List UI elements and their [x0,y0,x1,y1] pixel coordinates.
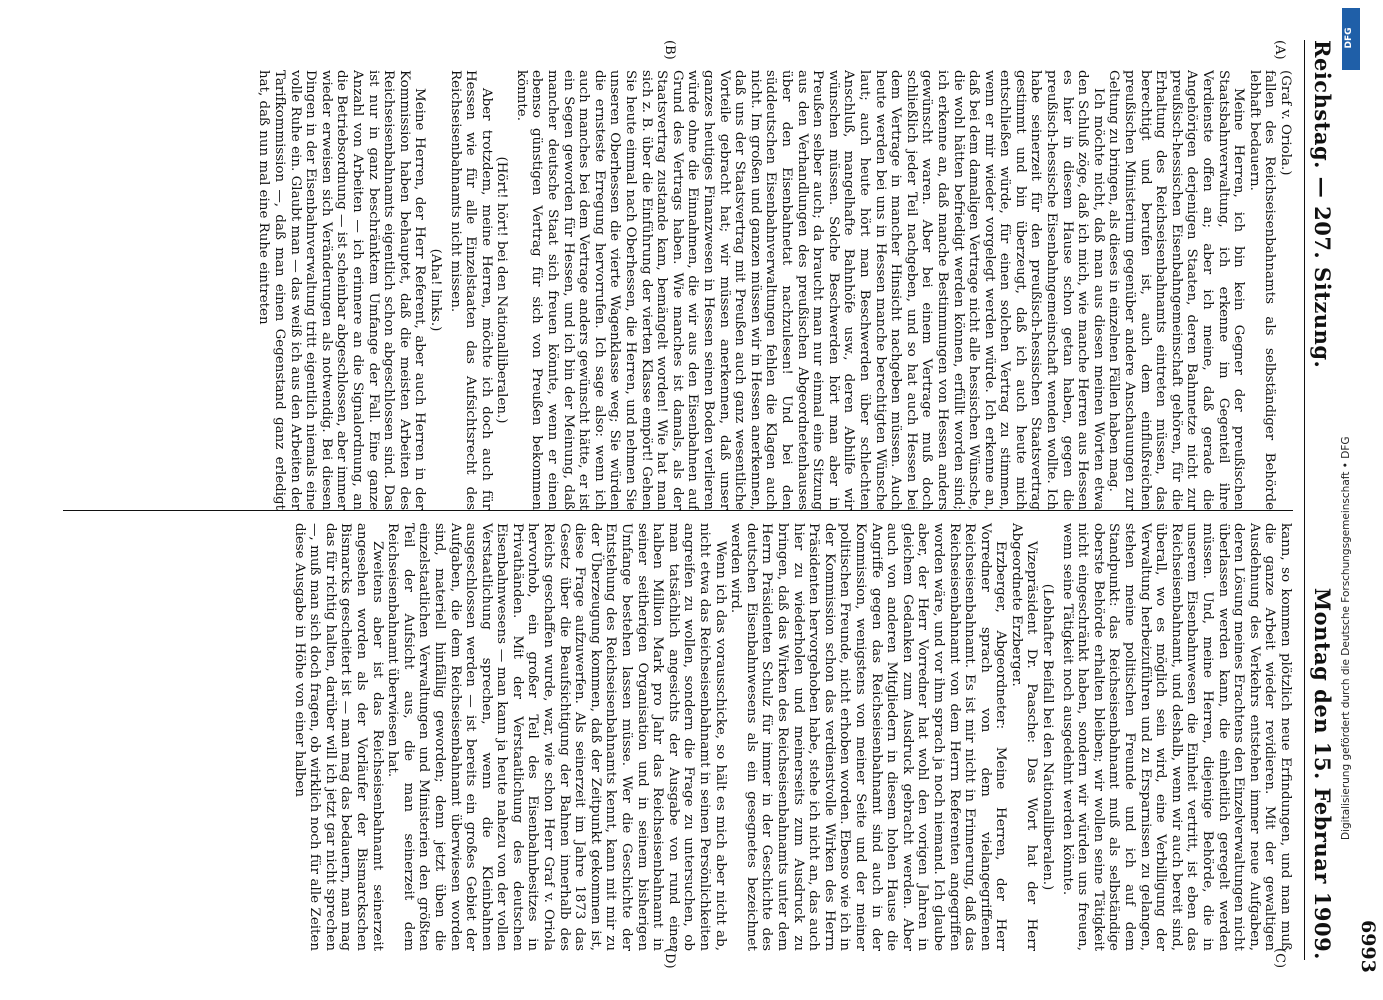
right-column-paragraph: Erzberger, Abgeordneter: Meine Herren, der Herr Vorredner sprach von dem vielangegriffenen Reichseisenbahnamt. Es ist mir nicht in Erinnerung, daß das Reichseisenbahnamt von dem Herrn Referenten angegriffen worden wäre, und vor ihm sprach ja noch niemand. Ich glaube aber, der Herr Vorredner hat wohl den vorigen Jahren in gleichem Gedanken zum Ausdruck gebracht werden. Aber auch von anderen Mitgliedern in diesem hohen Hause die Angriffe gegen das Reichseisenbahnamt sind auch in der Kommission, wenigstens von meiner Seite und der meiner politischen Freunde, nicht erhoben worden. Ebenso wie ich in der Kommission schon das verdienstvolle Wirken des Herrn Präsidenten hervorgehoben habe, stehe ich nicht an, das auch hier zu wiederholen und meinerseits zum Ausdruck zu bringen, daß das Wirken des Reichseisenbahnamts unter dem Herrn Präsidenten Schulz für immer in der Geschichte des deutschen Eisenbahnwesens als ein gesegnetes bezeichnet werden wird. [728,523,1009,951]
right-column-paragraph: Vizepräsident Dr. Paasche: Das Wort hat der Herr Abgeordnete Erzberger. [1008,523,1040,951]
left-column [63,70,1293,510]
header-session: Reichstag. — 207. Sitzung. [1310,40,1335,369]
dfg-logo-text: DFG [1344,27,1354,49]
margin-marker-c: (C) [1272,948,1287,969]
margin-marker-b: (B) [662,40,677,60]
page-header [1304,40,1339,960]
right-column-paragraph: kann, so kommen plötzlich neue Erfindungen, und man muß die ganze Arbeit wieder revidieren. Mit der gewaltigen Ausdehnung des Verkehrs entstehen immer neue Aufgaben, deren Lösung meines Erachtens den Einzelverwaltungen nicht überlassen werden kann, die einheitlich geregelt werden müssen. Und, meine Herren, diejenige Behörde, die in unserem Eisenbahnwesen die Einheit vertritt, ist eben das Reichseisenbahnamt, und deshalb, wenn wir auch bereit sind, überall, wo es möglich sein wird, eine Verbilligung der Verwaltung herbeizuführen und zu Ersparnissen zu gelangen, stehen meine politischen Freunde und ich auf dem Standpunkt: das Reichseisenbahnamt muß als selbständige oberste Behörde erhalten bleiben; wir wollen seine Tätigkeit nicht eingeschränkt haben, sondern wir würden uns freuen, wenn seine Tätigkeit noch ausgedehnt werden könnte. [1059,523,1293,951]
header-date: Montag den 15. Februar 1909. [1310,587,1335,960]
right-column-paragraph: Wenn ich das vorausschicke, so hält es mich aber nicht ab, nicht etwa das Reichseisenbahnamt in seinen Persönlichkeiten angreifen zu wollen, sondern die Frage zu untersuchen, ob man tatsächlich angesichts der Ausgabe von rund einer halben Million Mark pro Jahr das Reichseisenbahnamt in seiner seitherigen Organisation und in seinem bisherigen Umfange bestehen lassen müsse. Wer die Geschichte der Entstehung des Reichseisenbahnamts kennt, kann mit mir zu der Überzeugung kommen, daß der Zeitpunkt gekommen ist, diese Frage aufzuwerfen. Als seinerzeit im Jahre 1873 das Gesetz über die Beaufsichtigung der Bahnen innerhalb des Reichs geschaffen wurde, war, wie schon Herr Graf v. Oriola hervorhob, ein großer Teil des Eisenbahnbesitzes in Privathänden. Mit der Verstaatlichung des deutschen Eisenbahnwesens — man kann ja heute nahezu von der vollen Verstaatlichung sprechen, wenn die Kleinbahnen ausgeschlossen werden — ist bereits ein großes Gebiet der Aufgaben, die dem Reichseisenbahnamt überwiesen worden sind, materiell hinfällig geworden; denn jetzt üben die einzelstaatlichen Verwaltungen und Ministerien den größten Teil der Aufsicht aus, die man seinerzeit dem Reichseisenbahnamt überwiesen hat. [385,523,728,951]
left-column-paragraph: (Graf v. Oriola.) [1278,70,1293,176]
right-column-paragraph: Zweitens aber ist das Reichseisenbahnamt seinerzeit angesehen worden als der Vorläufer der Bismarckschen Bismarcks gescheitert ist — man mag das bedauern, man mag das für richtig halten, darüber will ich jetzt gar nicht sprechen —, muß man sich doch fragen, ob wirklich noch für alle Zeiten diese Ausgabe in Höhe von einer halben [291,523,385,951]
left-column-paragraph: (Hört! hört! bei den Nationalliberalen.) [494,156,510,424]
page-number: 6993 [1357,920,1379,973]
margin-marker-d: (D) [662,948,677,969]
digitization-note [1340,160,1360,840]
right-column-paragraph: (Lebhafter Beifall bei den Nationalliberalen.) [1040,583,1056,891]
margin-marker-a: (A) [1272,40,1287,60]
dfg-logo [1342,8,1360,70]
right-column [63,510,1293,951]
left-column-paragraph: Meine Herren, der Herr Referent, aber auch Herren in der Kommission haben behauptet, daß die meisten Arbeiten des Reichseisenbahnamts eigentlich schon abgeschlossen sind. Das ist nur in ganz beschränktem Umfange der Fall. Eine ganze Anzahl von Arbeiten — ich erinnere an die Signalordnung, an die Betriebsordnung — ist scheinbar abgeschlossen, aber immer wieder erweisen sich Veränderungen als notwendig. Bei diesen Dingen in der Eisenbahnverwaltung tritt eigentlich niemals eine volle Ruhe ein. Glaubt man — das weiß ich aus den Arbeiten der Tarifkommission —, daß man einen Gegenstand ganz erledigt hat, daß nun mal eine Ruhe eintreten [256,70,428,510]
left-column-paragraph: Meine Herren, ich bin kein Gegner der preußischen Staatsbahnverwaltung, ich erkenne im Gegenteil ihre Verdienste offen an; aber ich meine, daß gerade die Angehörigen derjenigen Staaten, deren Bahnnetze nicht zur preußisch-hessischen Eisenbahngemeinschaft gehören, für die Erhaltung des Reichseisenbahnamts eintreten müssen, das berechtigt und berufen ist, auch dem einflußreichen preußischen Ministerium gegenüber andere Anschauungen zur Geltung zu bringen, als dieses in einzelnen Fällen haben mag. [1106,70,1247,510]
left-column-paragraph: fallen des Reichseisenbahnamts als selbständiger Behörde lebhaft bedauern. [1246,70,1278,510]
left-column-paragraph: Ich möchte nicht, daß man aus diesen meinen Worten etwa den Schluß zöge, daß ich mich, wie manche Herren aus Hessen es hier in diesem Hause schon getan haben, gegen die preußisch-hessische Eisenbahngemeinschaft wenden wollte. Ich habe seinerzeit für den preußisch-hessischen Staatsvertrag gestimmt und bin überzeugt, daß ich auch heute mich entschließen würde, für einen solchen Vertrag zu stimmen, wenn er mir wieder vorgelegt werden würde. Ich erkenne an, daß bei dem damaligen Vertrage nicht alle hessischen Wünsche, die wohl hätten befriedigt werden können, erfüllt worden sind; ich erkenne an, daß manche Bestimmungen von Hessen anders gewünscht waren. Aber bei einem Vertrage muß doch schließlich jeder Teil nachgeben, und so hat auch Hessen bei dem Vertrage in mancher Hinsicht nachgeben müssen. Auch heute werden bei uns in Hessen manche berechtigten Wünsche laut; auch heute hört man Beschwerden über schlechten Anschluß, mangelhafte Bahnhöfe usw., deren Abhilfe wir wünschen müssen. Solche Beschwerden hört man aber in Preußen selber auch; da braucht man nur einmal eine Sitzung aus den Verhandlungen des preußischen Abgeordnetenhauses über den Eisenbahnetat nachzulesen! Und bei den süddeutschen Eisenbahnverwaltungen fehlen die Klagen auch nicht. Im großen und ganzen müssen wir in Hessen anerkennen, daß uns der Staatsvertrag mit Preußen auch ganz wesentliche Vorteile gebracht hat; wir müssen anerkennen, daß unser ganzes heutiges Finanzwesen in Hessen seinen Boden verlieren würde ohne die Einnahmen, die wir aus den Eisenbahnen auf Grund des Vertrags haben. Wie manches ist damals, als der Staatsvertrag zustande kam, bemängelt worden! Wie hat man sich z. B. über die Einführung der vierten Klasse empört! Gehen Sie heute einmal nach Oberhessen, die Herren, und nehmen Sie unseren Oberhessen die vierte Wagenklasse weg; Sie würden die ernsteste Erregung hervorrufen. Ich sage also: wenn ich auch manches bei dem Vertrage anders gewünscht hätte, er ist ein Segen geworden für Hessen, und ich bin der Meinung, daß mancher deutsche Staat sich freuen könnte, wenn er einen ebenso günstigen Vertrag für sich von Preußen bekommen könnte. [513,70,1106,510]
left-column-paragraph: Aber trotzdem, meine Herren, möchte ich doch auch für Hessen wie für alle Einzelstaaten das Aufsichtsrecht des Reichseisenbahnamts nicht missen. [447,70,494,510]
digitization-note-text: Digitalisierung gefördert durch die Deutsche Forschungsgemeinschaft • DFG [1340,436,1352,840]
left-column-paragraph: (Aha! links.) [427,248,443,332]
